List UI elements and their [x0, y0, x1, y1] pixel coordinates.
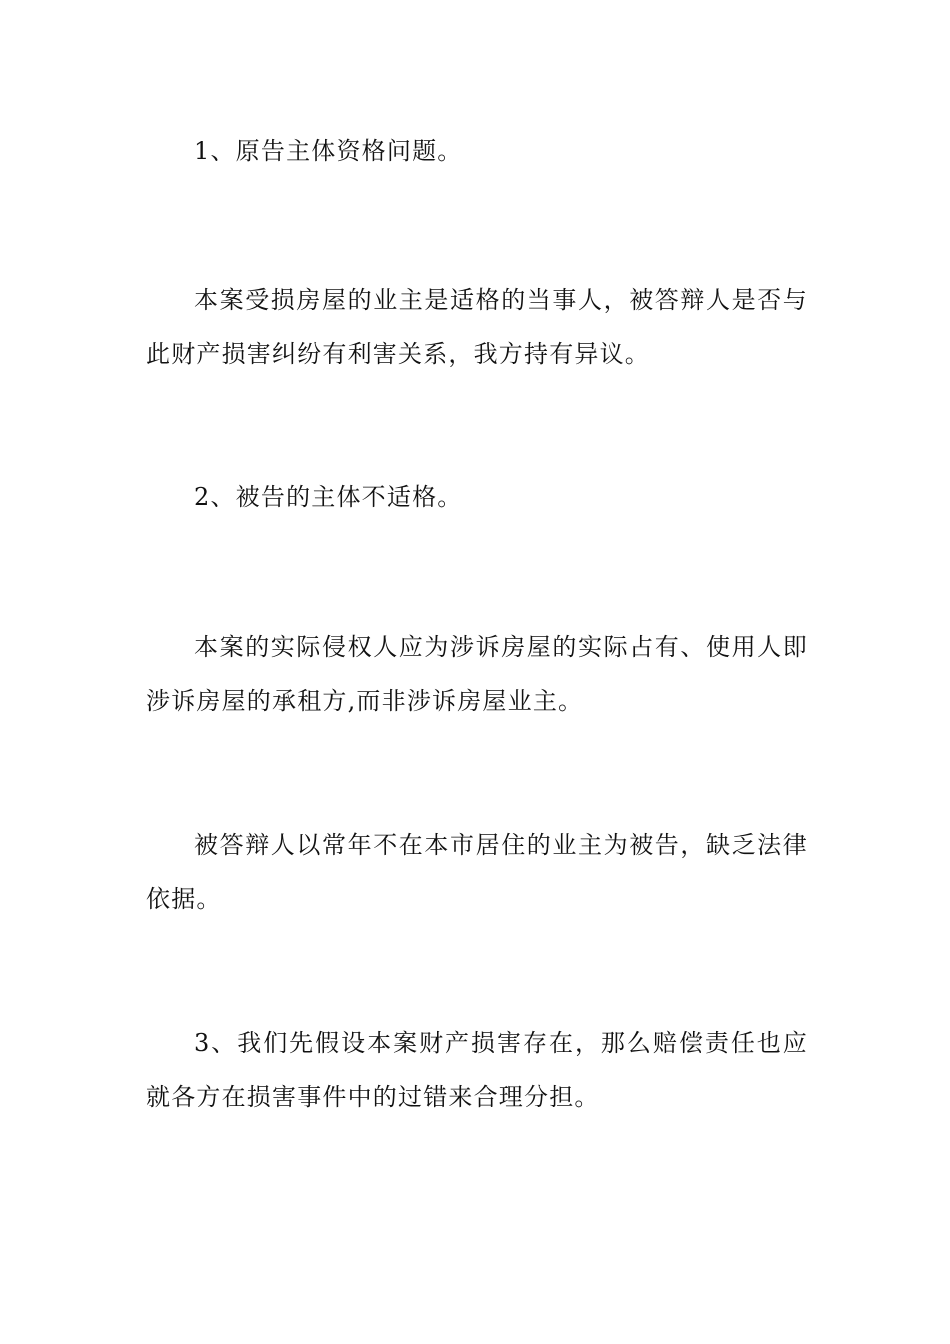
paragraph-liability-sharing: 3、我们先假设本案财产损害存在，那么赔偿责任也应就各方在损害事件中的过错来合理分担。 — [146, 1029, 808, 1111]
paragraph-lack-of-legal-basis: 被答辩人以常年不在本市居住的业主为被告，缺乏法律依据。 — [146, 831, 808, 913]
section-heading-plaintiff-standing: 1、原告主体资格问题。 — [194, 137, 463, 165]
paragraph-actual-infringer: 本案的实际侵权人应为涉诉房屋的实际占有、使用人即涉诉房屋的承租方,而非涉诉房屋业主。 — [146, 633, 808, 715]
section-heading-defendant-standing: 2、被告的主体不适格。 — [194, 483, 463, 511]
paragraph-owner-standing: 本案受损房屋的业主是适格的当事人，被答辩人是否与此财产损害纠纷有利害关系，我方持有异议。 — [146, 286, 808, 368]
